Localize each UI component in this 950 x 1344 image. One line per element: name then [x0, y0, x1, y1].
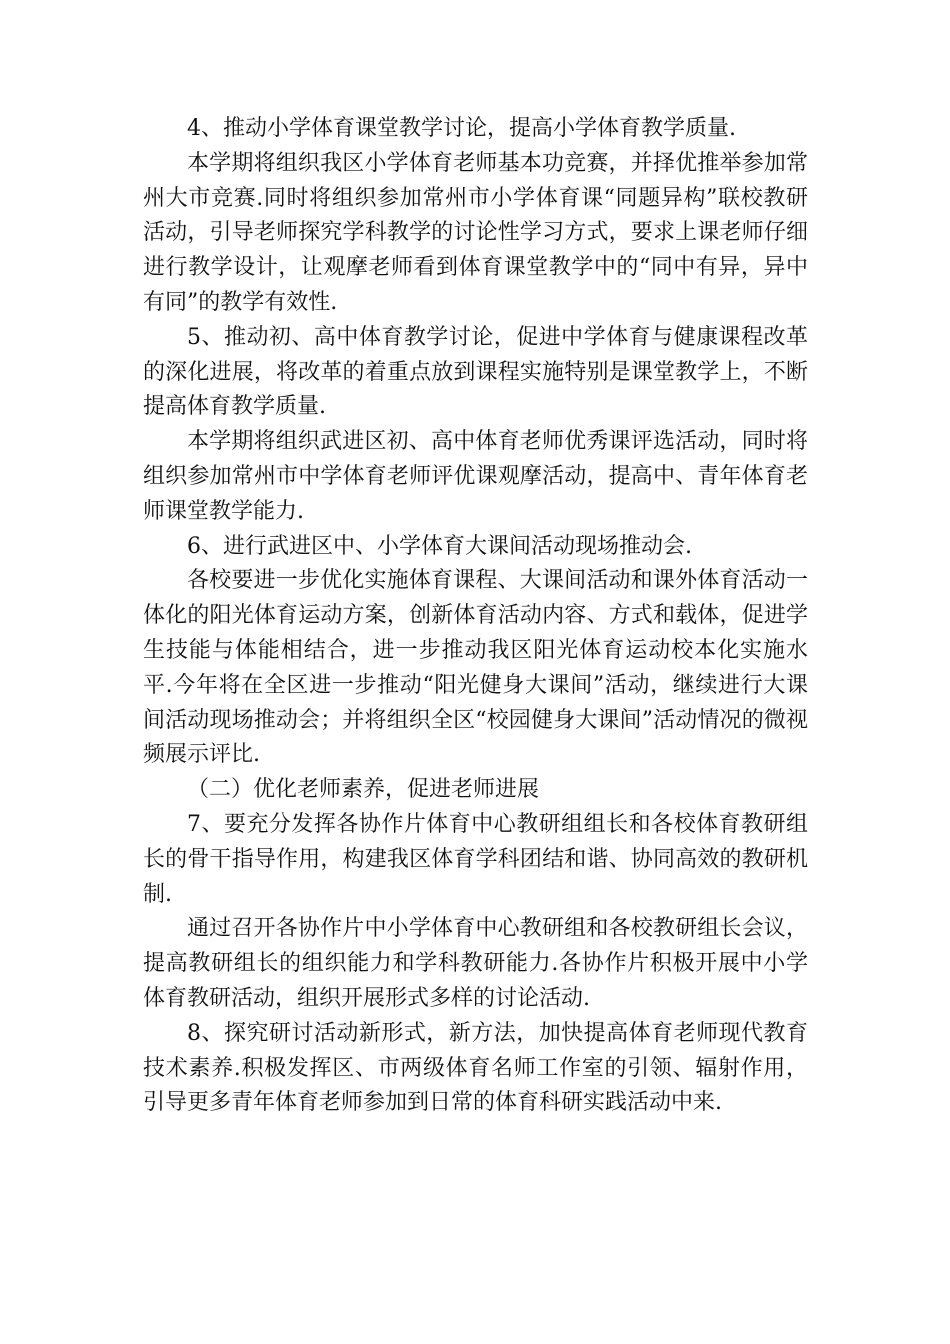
paragraph-sunshine-sports: 各校要进一步优化实施体育课程、大课间活动和课外体育活动一体化的阳光体育运动方案，创新体育活动内容、方式和载体，促进学生技能与体能相结合，进一步推动我区阳光体育运动校本化实施水平.今年将在全区进一步推动“阳光健身大课间”活动，继续进行大课间活动现场推动会；并将组织全区“校园健身大课间”活动情况的微视频展示评比. [143, 568, 808, 768]
paragraph-item-5-heading: 5、推动初、高中体育教学讨论，促进中学体育与健康课程改革的深化进展，将改革的着重点放到课程实施特别是课堂教学上，不断提高体育教学质量. [143, 324, 808, 420]
paragraph-item-6-heading: 6、进行武进区中、小学体育大课间活动现场推动会. [187, 533, 692, 559]
paragraph-item-8-heading: 8、探究研讨活动新形式，新方法，加快提高体育老师现代教育技术素养.积极发挥区、市两级体育名师工作室的引领、辐射作用，引导更多青年体育老师参加到日常的体育科研实践活动中来. [143, 1020, 808, 1116]
paragraph-secondary-evaluation: 本学期将组织武进区初、高中体育老师优秀课评选活动，同时将组织参加常州市中学体育老师评优课观摩活动，提高中、青年体育老师课堂教学能力. [143, 429, 808, 524]
document-body [143, 112, 808, 1121]
paragraph-primary-competition: 本学期将组织我区小学体育老师基本功竞赛，并择优推举参加常州大市竞赛.同时将组织参加常州市小学体育课“同题异构”联校教研活动，引导老师探究学科教学的讨论性学习方式，要求上课老师仔细进行教学设计，让观摩老师看到体育课堂教学中的“同中有异，异中有同”的教学有效性. [143, 150, 808, 315]
section-heading-teacher-quality: （二）优化老师素养，促进老师进展 [187, 777, 540, 803]
paragraph-research-meetings: 通过召开各协作片中小学体育中心教研组和各校教研组长会议，提高教研组长的组织能力和学科教研能力.各协作片积极开展中小学体育教研活动，组织开展形式多样的讨论活动. [143, 916, 808, 1011]
paragraph-item-7-heading: 7、要充分发挥各协作片体育中心教研组组长和各校体育教研组长的骨干指导作用，构建我区体育学科团结和谐、协同高效的教研机制. [143, 811, 808, 907]
paragraph-item-4-heading: 4、推动小学体育课堂教学讨论，提高小学体育教学质量. [187, 116, 736, 141]
